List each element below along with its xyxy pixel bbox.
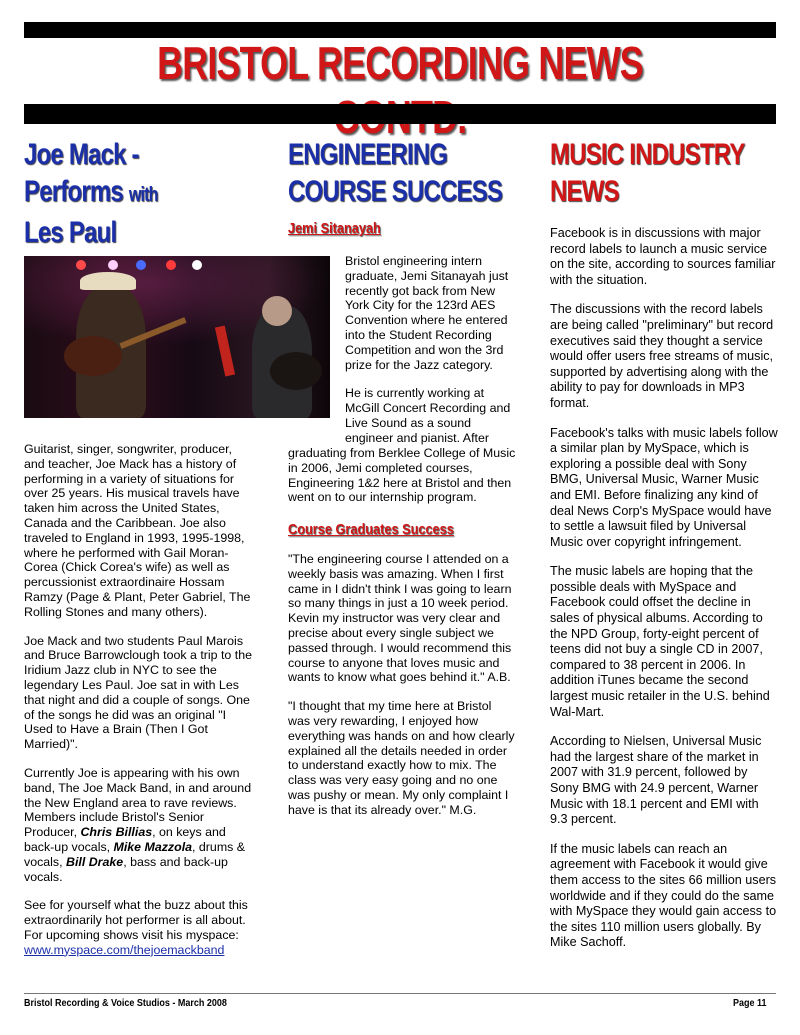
myspace-link[interactable]: www.myspace.com/thejoemackband — [24, 942, 225, 957]
engineering-intro: Bristol engineering intern graduate, Jemi Sitanayah just recently got back from New York City for the 123rd AES Convention where he entered into the Student Recording Competition and won the 3rd prize for the Jazz category. He is currently working at McGill Concert Recording and Live Sound as a sound engineer and pianist. After — [345, 254, 511, 445]
footer-publication: Bristol Recording & Voice Studios - March 2008 — [24, 998, 227, 1009]
joe-mack-headline: Joe Mack - Performs with Les Paul — [24, 138, 158, 249]
graduates-subhead: Course Graduates Success — [288, 521, 454, 539]
masthead-rule — [24, 104, 776, 124]
joe-mack-article — [24, 136, 254, 251]
engineering-article — [288, 136, 528, 237]
engineering-body: graduating from Berklee College of Music in 2006, Jemi completed courses, Engineering 1&2 here at Bristol and then went on to our internship program. Course Graduates Success "The engineering course I attended on a weekly basis was amazing. When I first came in I didn't think I was going to learn so many things in just a 10 week period. Kevin my instructor was very clear and precise about every single subject we passed through. I would recommend this course to anyone that loves music and wants to know what goes behind it." A.B. "I thought that my time here at Bristol was very rewarding, I enjoyed how everything was hands on and how clearly explained all the details needed in order to understand exactly how to mix. The class was very easy going and no one was pushy or mean. My only complaint I have is that its already over." M.G. — [288, 446, 516, 817]
page-masthead: BRISTOL RECORDING NEWS — [157, 37, 643, 89]
footer-rule — [24, 993, 776, 994]
engineering-byline: Jemi Sitanayah — [288, 220, 381, 237]
page-number: Page 11 — [733, 998, 767, 1009]
industry-body: Facebook is in discussions with major record labels to launch a music service on the site, according to sources familiar with the situation. The discussions with the record labels are being called "preliminary" but record executives said they thought a service would offer users free streams of music, supported by advertising along with the ability to pay for downloads in MP3 format. Facebook's talks with music labels follow a similar plan by MySpace, which is exploring a possible deal with Sony BMG, Universal Music, Warner Music and EMI. Before finalizing any kind of deal News Corp's MySpace would have to settle a lawsuit filed by Universal Music over copyright infringement. The music labels are hoping that the possible deals with MySpace and Facebook could offset the decline in sales of physical albums. According to the NPD Group, forty-eight percent of teens did not buy a single CD in 2007, compared to 38 percent in 2006. In addition iTunes became the second largest music retailer in the U.S. behind Wal-Mart. According to Nielsen, Universal Music had the largest share of the market in 2007 with 31.9 percent, followed by Sony BMG with 24.9 percent, Warner Music with 18.1 percent and EMI with 9.3 percent. If the music labels can reach an agreement with Facebook it would give them access to the sites 66 million users worldwide and if they could do the same with MySpace they would gain access to the sites 110 million users globally. By Mike Sachoff. — [550, 226, 778, 950]
performance-photo — [24, 256, 330, 418]
industry-headline: MUSIC INDUSTRY NEWS — [550, 138, 745, 208]
engineering-headline: ENGINEERING COURSE SUCCESS — [288, 138, 503, 208]
joe-mack-body: Guitarist, singer, songwriter, producer, and teacher, Joe Mack has a history of performing in a variety of situations for over 25 years. His musical travels have taken him across the United States, Canada and the Caribbean. Joe also traveled to England in 1993, 1995-1998, where he performed with Gail Moran-Corea (Chick Corea's wife) as well as percussionist extraordinaire Hossam Ramzy (Page & Plant, Peter Gabriel, The Rolling Stones and many others). Joe Mack and two students Paul Marois and Bruce Barrowclough took a trip to the Iridium Jazz club in NYC to see the legendary Les Paul. Joe sat in with Les that night and did a couple of songs. One of the songs he did was an original "I Used to Have a Brain (Then I Got Married)". Currently Joe is appearing with his own band, The Joe Mack Band, in and around the New England area to rave reviews. Members include Bristol's Senior Producer, Chris Billias, on keys and back-up vocals, Mike Mazzola, drums & vocals, Bill Drake, bass and back-up vocals. See for yourself what the buzz about this extraordinarily hot performer is all about. For upcoming shows visit his myspace: www.myspace.com/thejoemackband — [24, 442, 252, 957]
industry-article — [550, 136, 778, 210]
